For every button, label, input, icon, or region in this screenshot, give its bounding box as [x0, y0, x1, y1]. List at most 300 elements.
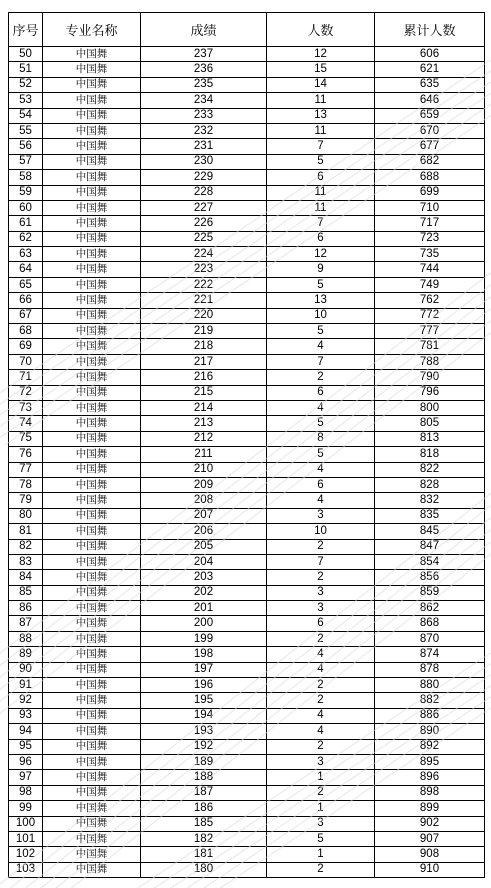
cell-count: 4: [267, 339, 375, 354]
cell-cumulative: 781: [375, 339, 485, 354]
table-row: [9, 831, 485, 846]
cell-cumulative: 635: [375, 77, 485, 92]
cell-cumulative: 910: [375, 862, 485, 877]
cell-major: 中国舞: [43, 477, 141, 492]
table-row: [9, 170, 485, 185]
cell-index: 74: [9, 416, 43, 431]
cell-cumulative: 822: [375, 462, 485, 477]
cell-cumulative: 735: [375, 247, 485, 262]
cell-cumulative: 646: [375, 93, 485, 108]
cell-count: 5: [267, 447, 375, 462]
table-row: [9, 308, 485, 323]
cell-major: 中国舞: [43, 200, 141, 215]
cell-major: 中国舞: [43, 416, 141, 431]
cell-index: 76: [9, 447, 43, 462]
cell-index: 62: [9, 231, 43, 246]
cell-score: 235: [141, 77, 267, 92]
cell-count: 11: [267, 185, 375, 200]
cell-cumulative: 723: [375, 231, 485, 246]
cell-major: 中国舞: [43, 816, 141, 831]
cell-cumulative: 874: [375, 647, 485, 662]
table-row: [9, 801, 485, 816]
cell-major: 中国舞: [43, 585, 141, 600]
cell-major: 中国舞: [43, 554, 141, 569]
table-row: [9, 477, 485, 492]
cell-score: 227: [141, 200, 267, 215]
cell-score: 208: [141, 493, 267, 508]
cell-index: 63: [9, 247, 43, 262]
cell-major: 中国舞: [43, 770, 141, 785]
cell-score: 221: [141, 293, 267, 308]
cell-count: 6: [267, 477, 375, 492]
cell-score: 223: [141, 262, 267, 277]
cell-index: 60: [9, 200, 43, 215]
cell-index: 58: [9, 170, 43, 185]
cell-index: 56: [9, 139, 43, 154]
cell-score: 200: [141, 616, 267, 631]
table-row: [9, 770, 485, 785]
table-row: [9, 77, 485, 92]
cell-count: 4: [267, 724, 375, 739]
cell-score: 181: [141, 847, 267, 862]
cell-count: 8: [267, 431, 375, 446]
cell-cumulative: 621: [375, 62, 485, 77]
cell-cumulative: 677: [375, 139, 485, 154]
cell-count: 15: [267, 62, 375, 77]
cell-cumulative: 796: [375, 385, 485, 400]
table-row: [9, 447, 485, 462]
table-row: [9, 354, 485, 369]
cell-score: 203: [141, 570, 267, 585]
table-row: [9, 185, 485, 200]
cell-major: 中国舞: [43, 324, 141, 339]
cell-score: 205: [141, 539, 267, 554]
table-row: [9, 847, 485, 862]
cell-major: 中国舞: [43, 308, 141, 323]
cell-major: 中国舞: [43, 570, 141, 585]
cell-major: 中国舞: [43, 216, 141, 231]
cell-major: 中国舞: [43, 93, 141, 108]
cell-index: 98: [9, 785, 43, 800]
cell-count: 4: [267, 647, 375, 662]
cell-index: 67: [9, 308, 43, 323]
cell-count: 2: [267, 739, 375, 754]
cell-major: 中国舞: [43, 724, 141, 739]
cell-score: 189: [141, 754, 267, 769]
table-row: [9, 324, 485, 339]
cell-score: 228: [141, 185, 267, 200]
cell-index: 79: [9, 493, 43, 508]
cell-count: 1: [267, 801, 375, 816]
cell-count: 11: [267, 200, 375, 215]
cell-count: 7: [267, 216, 375, 231]
cell-major: 中国舞: [43, 62, 141, 77]
header-score: 成绩: [141, 13, 267, 47]
cell-score: 182: [141, 831, 267, 846]
cell-cumulative: 813: [375, 431, 485, 446]
cell-index: 53: [9, 93, 43, 108]
cell-cumulative: 699: [375, 185, 485, 200]
cell-count: 14: [267, 77, 375, 92]
cell-count: 2: [267, 370, 375, 385]
cell-score: 234: [141, 93, 267, 108]
cell-score: 211: [141, 447, 267, 462]
cell-index: 94: [9, 724, 43, 739]
cell-cumulative: 886: [375, 708, 485, 723]
cell-index: 83: [9, 554, 43, 569]
cell-cumulative: 710: [375, 200, 485, 215]
cell-cumulative: 606: [375, 47, 485, 62]
cell-index: 54: [9, 108, 43, 123]
cell-count: 4: [267, 462, 375, 477]
cell-index: 82: [9, 539, 43, 554]
table-row: [9, 508, 485, 523]
cell-index: 92: [9, 693, 43, 708]
cell-score: 217: [141, 354, 267, 369]
table-row: [9, 570, 485, 585]
table-row: [9, 462, 485, 477]
table-row: [9, 416, 485, 431]
cell-score: 193: [141, 724, 267, 739]
cell-index: 72: [9, 385, 43, 400]
cell-major: 中国舞: [43, 385, 141, 400]
cell-cumulative: 882: [375, 693, 485, 708]
cell-score: 224: [141, 247, 267, 262]
cell-count: 1: [267, 847, 375, 862]
cell-major: 中国舞: [43, 77, 141, 92]
cell-cumulative: 907: [375, 831, 485, 846]
cell-major: 中国舞: [43, 277, 141, 292]
cell-score: 226: [141, 216, 267, 231]
cell-cumulative: 908: [375, 847, 485, 862]
cell-count: 6: [267, 616, 375, 631]
table-row: [9, 62, 485, 77]
table-row: [9, 585, 485, 600]
table-row: [9, 108, 485, 123]
cell-major: 中国舞: [43, 139, 141, 154]
table-row: [9, 247, 485, 262]
cell-cumulative: 859: [375, 585, 485, 600]
cell-score: 237: [141, 47, 267, 62]
cell-cumulative: 688: [375, 170, 485, 185]
table-row: [9, 154, 485, 169]
cell-index: 78: [9, 477, 43, 492]
cell-index: 95: [9, 739, 43, 754]
cell-cumulative: 788: [375, 354, 485, 369]
cell-index: 69: [9, 339, 43, 354]
cell-index: 66: [9, 293, 43, 308]
cell-cumulative: 880: [375, 678, 485, 693]
cell-count: 5: [267, 831, 375, 846]
cell-score: 186: [141, 801, 267, 816]
cell-cumulative: 899: [375, 801, 485, 816]
cell-major: 中国舞: [43, 400, 141, 415]
cell-major: 中国舞: [43, 524, 141, 539]
cell-count: 7: [267, 139, 375, 154]
cell-major: 中国舞: [43, 170, 141, 185]
cell-major: 中国舞: [43, 708, 141, 723]
table-row: [9, 631, 485, 646]
cell-index: 86: [9, 601, 43, 616]
table-row: [9, 754, 485, 769]
cell-cumulative: 895: [375, 754, 485, 769]
table-row: [9, 139, 485, 154]
cell-count: 5: [267, 416, 375, 431]
cell-major: 中国舞: [43, 678, 141, 693]
cell-major: 中国舞: [43, 631, 141, 646]
cell-count: 3: [267, 508, 375, 523]
cell-score: 195: [141, 693, 267, 708]
cell-index: 57: [9, 154, 43, 169]
table-row: [9, 431, 485, 446]
cell-count: 7: [267, 354, 375, 369]
cell-cumulative: 832: [375, 493, 485, 508]
cell-count: 12: [267, 247, 375, 262]
cell-cumulative: 878: [375, 662, 485, 677]
table-row: [9, 339, 485, 354]
header-index: 序号: [9, 13, 43, 47]
table-row: [9, 724, 485, 739]
cell-count: 10: [267, 308, 375, 323]
table-row: [9, 277, 485, 292]
cell-index: 80: [9, 508, 43, 523]
cell-cumulative: 902: [375, 816, 485, 831]
cell-score: 196: [141, 678, 267, 693]
cell-score: 185: [141, 816, 267, 831]
cell-count: 3: [267, 585, 375, 600]
cell-index: 75: [9, 431, 43, 446]
cell-score: 212: [141, 431, 267, 446]
table-row: [9, 616, 485, 631]
cell-score: 233: [141, 108, 267, 123]
cell-index: 87: [9, 616, 43, 631]
table-row: [9, 785, 485, 800]
cell-cumulative: 744: [375, 262, 485, 277]
cell-cumulative: 762: [375, 293, 485, 308]
cell-count: 2: [267, 678, 375, 693]
cell-count: 13: [267, 108, 375, 123]
header-count: 人数: [267, 13, 375, 47]
cell-cumulative: 828: [375, 477, 485, 492]
cell-index: 73: [9, 400, 43, 415]
cell-score: 194: [141, 708, 267, 723]
cell-index: 65: [9, 277, 43, 292]
table-row: [9, 493, 485, 508]
cell-major: 中国舞: [43, 508, 141, 523]
cell-count: 5: [267, 324, 375, 339]
cell-index: 51: [9, 62, 43, 77]
cell-index: 81: [9, 524, 43, 539]
cell-major: 中国舞: [43, 785, 141, 800]
cell-score: 222: [141, 277, 267, 292]
cell-index: 84: [9, 570, 43, 585]
cell-cumulative: 892: [375, 739, 485, 754]
table-row: [9, 123, 485, 138]
table-row: [9, 47, 485, 62]
cell-score: 213: [141, 416, 267, 431]
table-body: [9, 47, 485, 878]
cell-count: 3: [267, 601, 375, 616]
cell-count: 6: [267, 385, 375, 400]
cell-count: 11: [267, 123, 375, 138]
cell-index: 50: [9, 47, 43, 62]
cell-cumulative: 682: [375, 154, 485, 169]
cell-major: 中国舞: [43, 247, 141, 262]
cell-index: 93: [9, 708, 43, 723]
cell-cumulative: 862: [375, 601, 485, 616]
cell-score: 229: [141, 170, 267, 185]
cell-index: 97: [9, 770, 43, 785]
cell-score: 201: [141, 601, 267, 616]
table-row: [9, 524, 485, 539]
cell-major: 中国舞: [43, 123, 141, 138]
cell-major: 中国舞: [43, 354, 141, 369]
table-row: [9, 216, 485, 231]
cell-cumulative: 670: [375, 123, 485, 138]
cell-cumulative: 835: [375, 508, 485, 523]
cell-score: 210: [141, 462, 267, 477]
cell-major: 中国舞: [43, 154, 141, 169]
cell-index: 90: [9, 662, 43, 677]
cell-score: 188: [141, 770, 267, 785]
cell-count: 2: [267, 539, 375, 554]
cell-score: 236: [141, 62, 267, 77]
cell-cumulative: 856: [375, 570, 485, 585]
cell-score: 216: [141, 370, 267, 385]
cell-major: 中国舞: [43, 462, 141, 477]
cell-cumulative: 890: [375, 724, 485, 739]
cell-cumulative: 805: [375, 416, 485, 431]
cell-score: 199: [141, 631, 267, 646]
table-row: [9, 678, 485, 693]
cell-index: 101: [9, 831, 43, 846]
cell-count: 11: [267, 93, 375, 108]
cell-count: 7: [267, 554, 375, 569]
cell-score: 219: [141, 324, 267, 339]
cell-count: 2: [267, 570, 375, 585]
table-row: [9, 262, 485, 277]
cell-index: 89: [9, 647, 43, 662]
table-row: [9, 647, 485, 662]
table-row: [9, 739, 485, 754]
cell-count: 4: [267, 493, 375, 508]
cell-count: 6: [267, 170, 375, 185]
cell-major: 中国舞: [43, 339, 141, 354]
table-row: [9, 662, 485, 677]
table-row: [9, 293, 485, 308]
cell-count: 13: [267, 293, 375, 308]
cell-major: 中国舞: [43, 847, 141, 862]
cell-count: 10: [267, 524, 375, 539]
cell-major: 中国舞: [43, 662, 141, 677]
cell-index: 68: [9, 324, 43, 339]
table-row: [9, 862, 485, 877]
cell-score: 209: [141, 477, 267, 492]
cell-index: 55: [9, 123, 43, 138]
table-row: [9, 539, 485, 554]
cell-score: 187: [141, 785, 267, 800]
cell-score: 220: [141, 308, 267, 323]
table-row: [9, 93, 485, 108]
header-major: 专业名称: [43, 13, 141, 47]
cell-index: 103: [9, 862, 43, 877]
cell-major: 中国舞: [43, 262, 141, 277]
table-row: [9, 200, 485, 215]
table-row: [9, 554, 485, 569]
table-row: [9, 400, 485, 415]
cell-cumulative: 777: [375, 324, 485, 339]
cell-index: 96: [9, 754, 43, 769]
cell-major: 中国舞: [43, 862, 141, 877]
score-distribution-table: [8, 12, 485, 878]
cell-major: 中国舞: [43, 493, 141, 508]
cell-score: 230: [141, 154, 267, 169]
cell-cumulative: 749: [375, 277, 485, 292]
cell-major: 中国舞: [43, 47, 141, 62]
cell-cumulative: 868: [375, 616, 485, 631]
cell-count: 1: [267, 770, 375, 785]
cell-score: 180: [141, 862, 267, 877]
cell-major: 中国舞: [43, 616, 141, 631]
cell-count: 5: [267, 154, 375, 169]
cell-major: 中国舞: [43, 370, 141, 385]
cell-score: 197: [141, 662, 267, 677]
cell-cumulative: 870: [375, 631, 485, 646]
cell-score: 218: [141, 339, 267, 354]
cell-cumulative: 854: [375, 554, 485, 569]
cell-count: 2: [267, 631, 375, 646]
cell-score: 192: [141, 739, 267, 754]
cell-count: 4: [267, 708, 375, 723]
cell-score: 231: [141, 139, 267, 154]
cell-score: 225: [141, 231, 267, 246]
cell-major: 中国舞: [43, 754, 141, 769]
cell-major: 中国舞: [43, 185, 141, 200]
table-row: [9, 601, 485, 616]
cell-major: 中国舞: [43, 231, 141, 246]
cell-major: 中国舞: [43, 693, 141, 708]
table-row: [9, 693, 485, 708]
table-row: [9, 370, 485, 385]
cell-score: 206: [141, 524, 267, 539]
cell-count: 2: [267, 693, 375, 708]
table-row: [9, 385, 485, 400]
cell-cumulative: 845: [375, 524, 485, 539]
cell-count: 12: [267, 47, 375, 62]
cell-cumulative: 790: [375, 370, 485, 385]
cell-major: 中国舞: [43, 601, 141, 616]
cell-index: 59: [9, 185, 43, 200]
cell-index: 64: [9, 262, 43, 277]
cell-cumulative: 772: [375, 308, 485, 323]
cell-major: 中国舞: [43, 431, 141, 446]
cell-index: 61: [9, 216, 43, 231]
cell-index: 70: [9, 354, 43, 369]
cell-count: 4: [267, 662, 375, 677]
cell-count: 3: [267, 816, 375, 831]
header-cumulative: 累计人数: [375, 13, 485, 47]
cell-index: 100: [9, 816, 43, 831]
cell-index: 85: [9, 585, 43, 600]
cell-cumulative: 896: [375, 770, 485, 785]
table-row: [9, 708, 485, 723]
cell-major: 中国舞: [43, 447, 141, 462]
cell-cumulative: 717: [375, 216, 485, 231]
cell-score: 214: [141, 400, 267, 415]
cell-count: 3: [267, 754, 375, 769]
cell-major: 中国舞: [43, 539, 141, 554]
table-row: [9, 231, 485, 246]
